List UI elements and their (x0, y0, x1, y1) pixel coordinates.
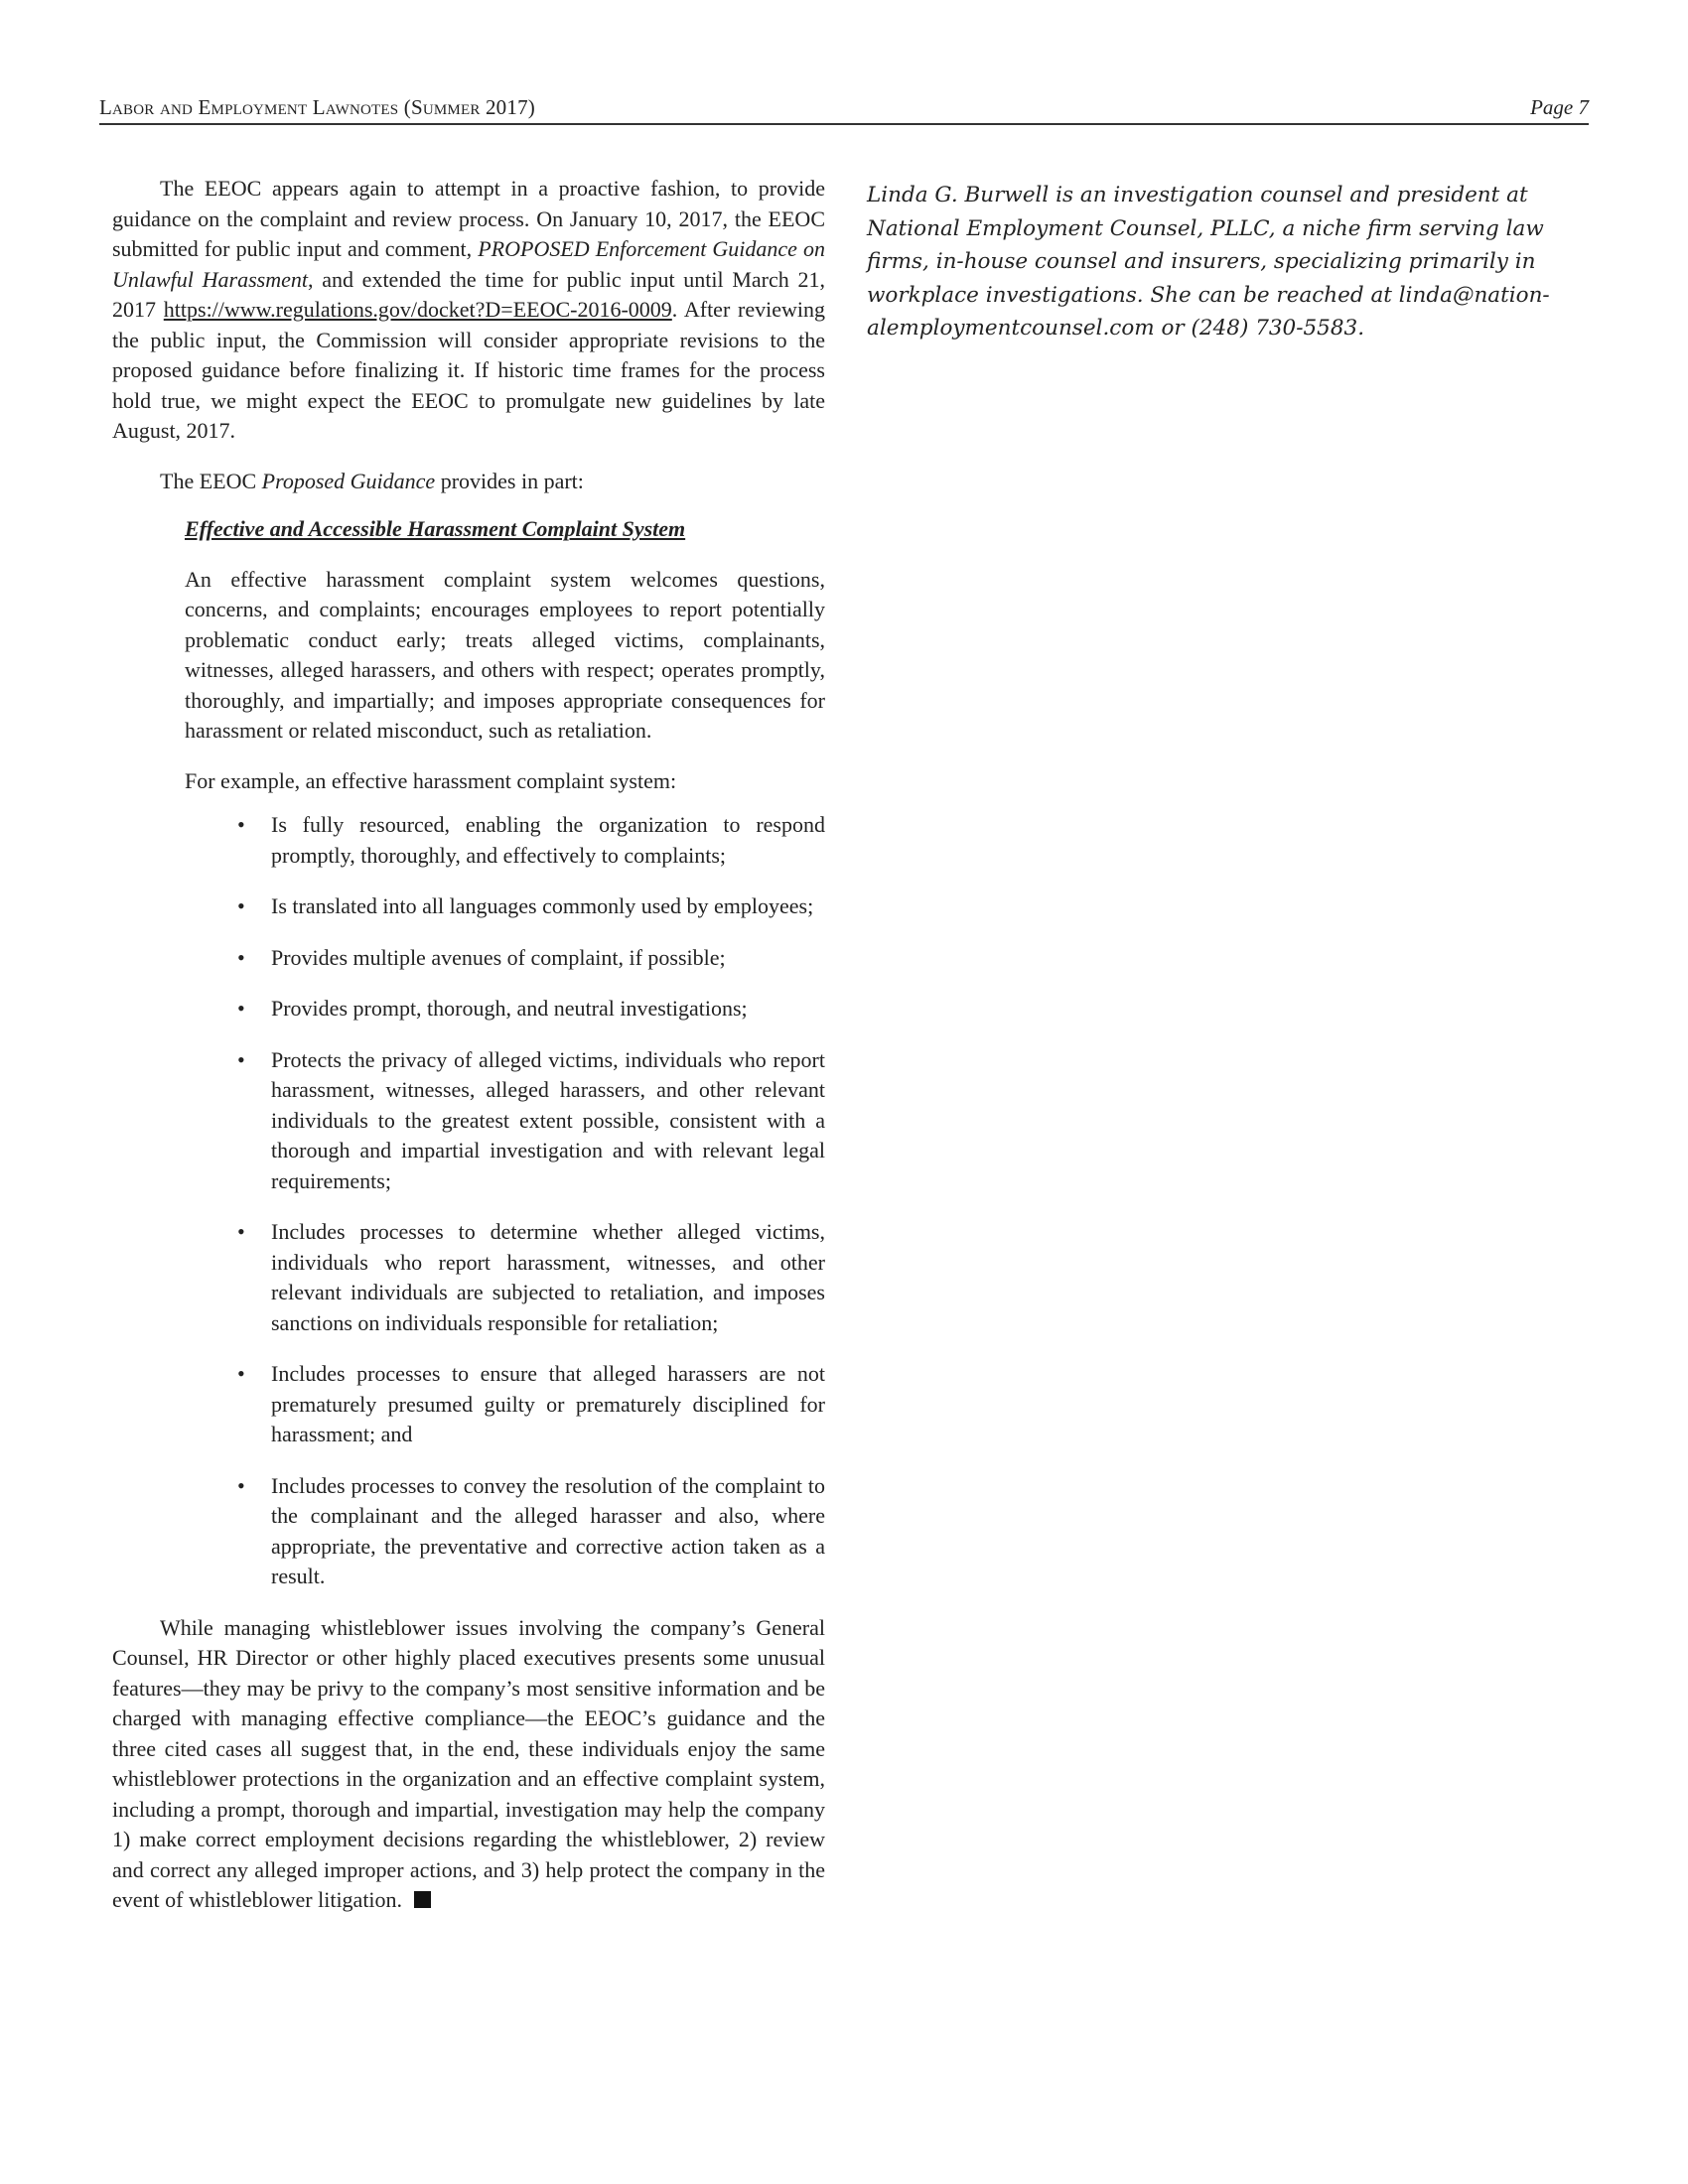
quote-paragraph: An effective harassment complaint system welcomes questions, concerns, and complaints; encourages employees to report potentially problematic conduct early; treats alleged victims, complainants, witnesses, alleged harassers, and others with respect; operates promptly, thoroughly, and impartially; and imposes appropriate consequences for harassment or related misconduct, such as retaliation. (185, 566, 825, 743)
bullet-icon: • (237, 812, 245, 837)
list-item-text: Includes processes to determine whether alleged victims, individuals who report harassment, witnesses, and other relevant individuals are subjected to retaliation, and imposes sanctions on individuals responsible for retaliation; (271, 1219, 825, 1335)
proposed-guidance-italic: Proposed Guidance (261, 468, 436, 493)
right-column (867, 179, 1582, 345)
list-item (112, 1471, 825, 1592)
list-item-text: Protects the privacy of alleged victims, individuals who report harassment, witnesses, alleged harassers, and other relevant individuals to the greatest extent possible, consistent with a thorough and impartial investigation and with relevant legal requirements; (271, 1046, 825, 1193)
closing-text: While managing whistleblower issues involving the company’s General Counsel, HR Director or other highly placed executives presents some unusual features—they may be privy to the company’s most sensitive information and be charged with managing effective compliance—the EEOC’s guidance and the three cited cases all suggest that, in the end, these individuals enjoy the same whistleblower protections in the organization and an effective complaint system, including a prompt, thorough and impartial, investigation may help the company 1) make correct employment decisions regarding the whistleblower, 2) review and correct any alleged improper actions, and 3) help protect the company in the event of whistleblower litigation. (112, 1614, 825, 1912)
bullet-icon: • (237, 893, 245, 918)
para1-text-a: The EEOC appears again to attempt in a proactive fashion, to provide guidance on the complaint and review process. On January 10, 2017, the EEOC submitted for public input and comment, (112, 176, 825, 261)
quote-intro: For example, an effective harassment complaint system: (185, 767, 677, 793)
para1-text-b: , and extended the time for public input until March 21, 2017 (112, 266, 825, 322)
bullet-icon: • (237, 1472, 245, 1498)
list-item (112, 1217, 825, 1338)
page-number: Page 7 (1530, 95, 1589, 119)
end-mark-icon (414, 1891, 431, 1908)
guidance-intro-paragraph (112, 467, 825, 497)
list-item-text: Provides multiple avenues of complaint, if possible; (271, 944, 726, 970)
list-item (112, 891, 825, 922)
para2-text-b: provides in part: (435, 468, 584, 493)
list-item-text: Is translated into all languages commonly used by employees; (271, 893, 814, 918)
intro-paragraph (112, 174, 825, 447)
guidance-quote (185, 514, 825, 796)
bullet-icon: • (237, 1219, 245, 1244)
list-item-text: Provides prompt, thorough, and neutral investigations; (271, 996, 748, 1021)
list-item (112, 994, 825, 1024)
publication-title: Labor and Employment Lawnotes (Summer 2017) (99, 95, 535, 119)
list-item-text: Includes processes to convey the resolution of the complaint to the complainant and the alleged harasser and also, where appropriate, the preventative and corrective action taken as a result. (271, 1472, 825, 1588)
guidance-title: PROPOSED Enforcement Guidance on Unlawful Harassment (112, 236, 825, 292)
para2-text-a: The EEOC (160, 468, 262, 493)
list-item-text: Includes processes to ensure that alleged harassers are not prematurely presumed guilty or prematurely disciplined for harassment; and (271, 1361, 825, 1446)
regulations-link[interactable]: https://www.regulations.gov/docket?D=EEOC-2016-0009 (163, 297, 672, 322)
author-bio: Linda G. Burwell is an investigation counsel and president at National Employment Counsel, PLLC, a niche firm serving law firms, in-house counsel and insurers, specializing primarily in workplace investigations. She can be reached at linda@nation-alemploymentcounsel.com or (248) 730-5583. (867, 183, 1550, 341)
closing-paragraph (112, 1613, 825, 1916)
bullet-icon: • (237, 1361, 245, 1386)
bullet-icon: • (237, 996, 245, 1021)
list-item (112, 1045, 825, 1197)
bullet-icon: • (237, 1046, 245, 1072)
list-item-text: Is fully resourced, enabling the organization to respond promptly, thoroughly, and effectively to complaints; (271, 812, 825, 868)
list-item (112, 943, 825, 974)
list-item (112, 1359, 825, 1450)
quote-heading: Effective and Accessible Harassment Complaint System (185, 516, 686, 541)
para1-text-c: . After reviewing the public input, the Commission will consider appropriate revisions to the proposed guidance before finalizing it. If historic time frames for the process hold true, we might expect the EEOC to promulgate new guidelines by late August, 2017. (112, 297, 826, 443)
left-column (112, 174, 825, 1916)
list-item (112, 810, 825, 871)
bullet-icon: • (237, 944, 245, 970)
page-header (99, 95, 1589, 125)
complaint-system-list (112, 810, 825, 1592)
